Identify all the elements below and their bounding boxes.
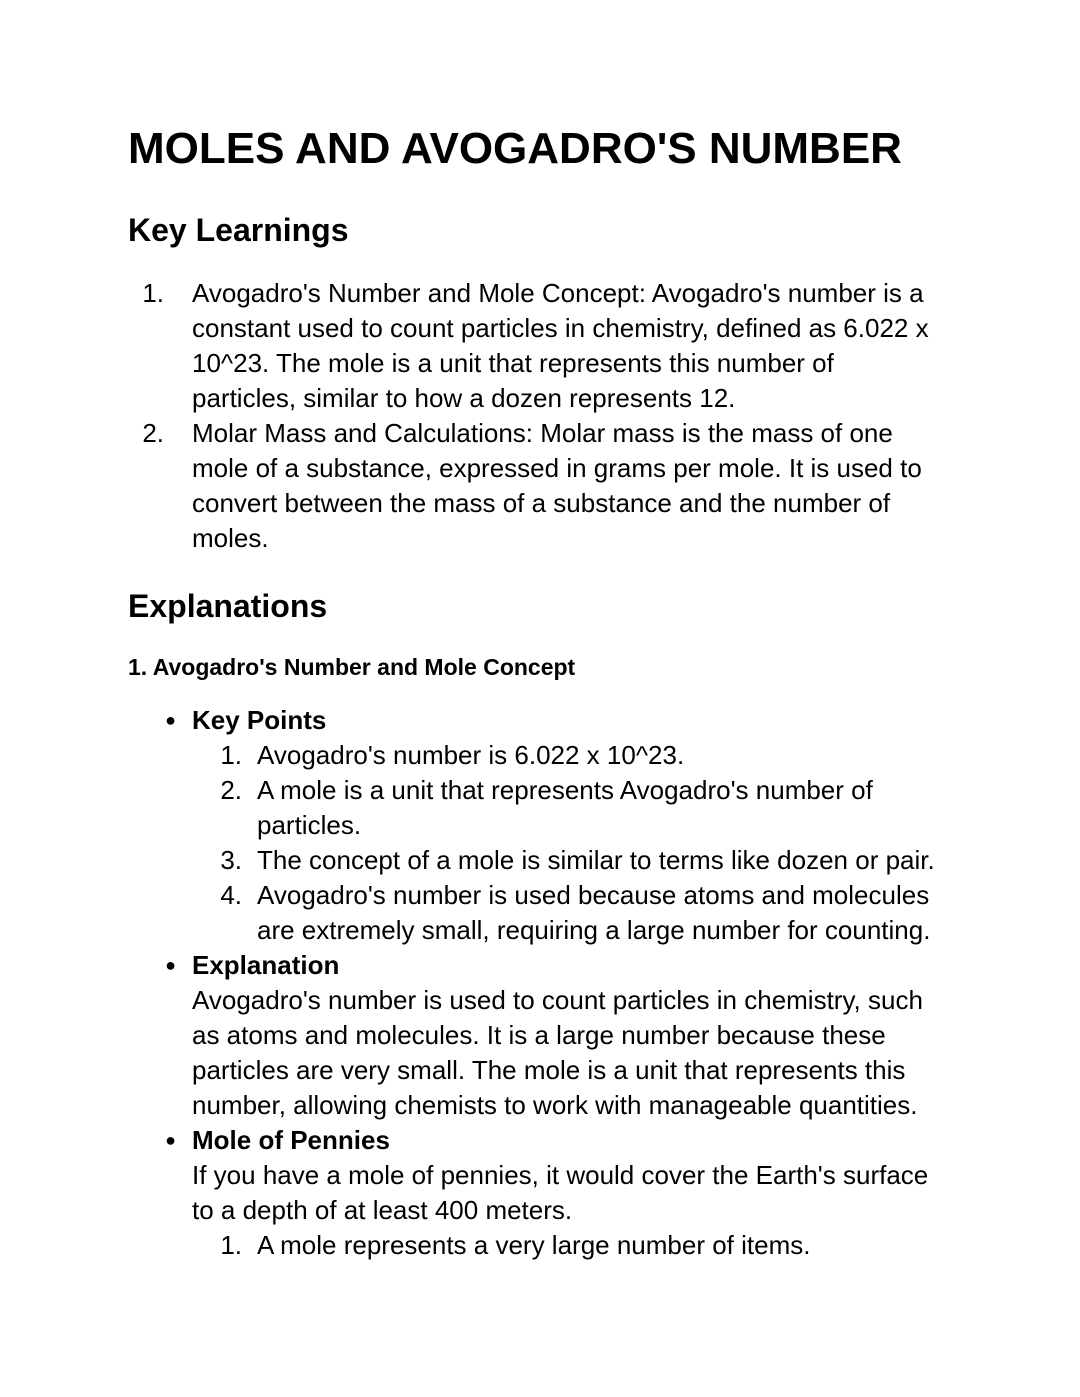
bullet-icon: ● (165, 1130, 176, 1150)
bullet-icon: ● (165, 710, 176, 730)
bullet-item-mole-of-pennies (128, 1123, 942, 1263)
bullet-item-explanation (128, 948, 942, 1123)
list-marker: 4. (220, 880, 242, 910)
section-heading-explanations: Explanations (128, 588, 328, 624)
bullet-heading: Explanation (192, 950, 340, 980)
list-item (192, 878, 942, 948)
list-item-text: Molar Mass and Calculations: Molar mass is the mass of one mole of a substance, expressed in grams per mole. It is used to convert between the mass of a substance and the number of moles. (192, 418, 922, 553)
list-item (128, 276, 942, 416)
explanations-bullet-list (128, 703, 942, 1263)
bullet-paragraph: If you have a mole of pennies, it would cover the Earth's surface to a depth of at least 400 meters. (192, 1160, 929, 1225)
list-item-text: Avogadro's number is 6.022 x 10^23. (257, 740, 685, 770)
list-marker: 1. (220, 740, 242, 770)
section-heading-key-learnings: Key Learnings (128, 212, 349, 248)
list-marker: 2. (142, 418, 164, 448)
bullet-heading: Mole of Pennies (192, 1125, 390, 1155)
key-learnings-list (128, 276, 942, 556)
list-item (128, 416, 942, 556)
list-item (192, 738, 942, 773)
mole-of-pennies-sublist (192, 1228, 942, 1263)
list-item (192, 773, 942, 843)
subsection-heading: 1. Avogadro's Number and Mole Concept (128, 654, 576, 680)
key-points-sublist (192, 738, 942, 948)
list-item-text: The concept of a mole is similar to terms like dozen or pair. (257, 845, 935, 875)
bullet-icon: ● (165, 955, 176, 975)
document-title: MOLES AND AVOGADRO'S NUMBER (128, 124, 902, 173)
list-marker: 1. (220, 1230, 242, 1260)
bullet-heading: Key Points (192, 705, 327, 735)
list-marker: 2. (220, 775, 242, 805)
list-item-text: Avogadro's Number and Mole Concept: Avogadro's number is a constant used to count particles in chemistry, defined as 6.022 x 10^23. The mole is a unit that represents this number of particles, similar to how a dozen represents 12. (192, 278, 929, 413)
list-item-text: Avogadro's number is used because atoms and molecules are extremely small, requiring a large number for counting. (257, 880, 931, 945)
list-item (192, 1228, 942, 1263)
bullet-paragraph: Avogadro's number is used to count particles in chemistry, such as atoms and molecules. It is a large number because these particles are very small. The mole is a unit that represents this number, allowing chemists to work with manageable quantities. (192, 985, 923, 1120)
list-item (192, 843, 942, 878)
list-marker: 3. (220, 845, 242, 875)
list-item-text: A mole represents a very large number of items. (257, 1230, 811, 1260)
list-item-text: A mole is a unit that represents Avogadro's number of particles. (257, 775, 873, 840)
bullet-item-key-points (128, 703, 942, 948)
list-marker: 1. (142, 278, 164, 308)
